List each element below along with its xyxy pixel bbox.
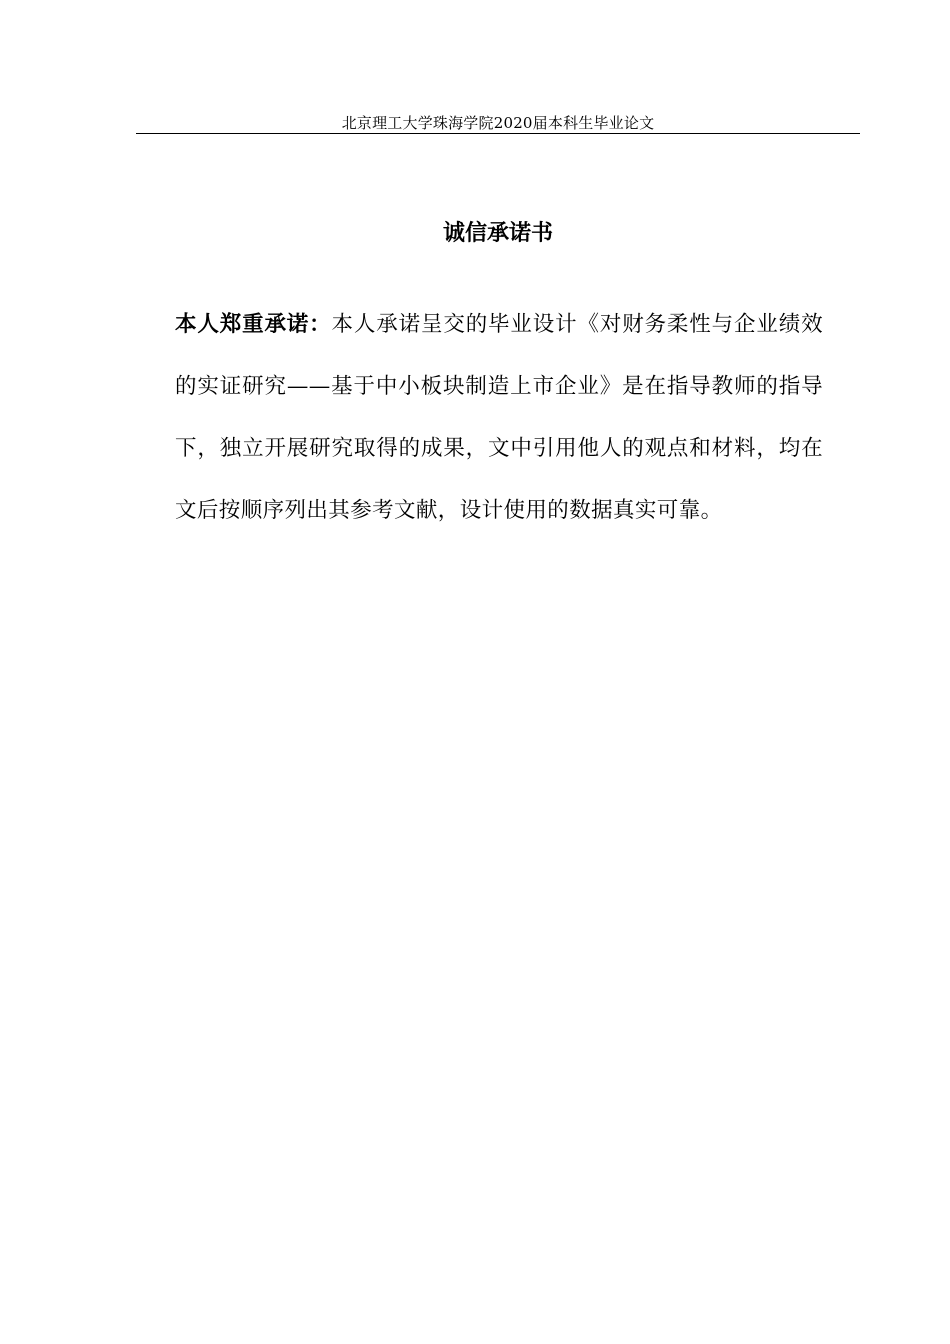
running-header: 北京理工大学珠海学院2020届本科生毕业论文 <box>341 114 655 132</box>
pledge-lead: 本人郑重承诺： <box>175 312 332 337</box>
header-rule <box>136 133 860 134</box>
pledge-body: 本人承诺呈交的毕业设计《对财务柔性与企业绩效的实证研究——基于中小板块制造上市企业》是在指导教师的指导下，独立开展研究取得的成果，文中引用他人的观点和材料，均在文后按顺序列出其参考文献，设计使用的数据真实可靠。 <box>175 312 823 523</box>
document-title: 诚信承诺书 <box>442 220 553 246</box>
pledge-paragraph <box>175 294 823 542</box>
